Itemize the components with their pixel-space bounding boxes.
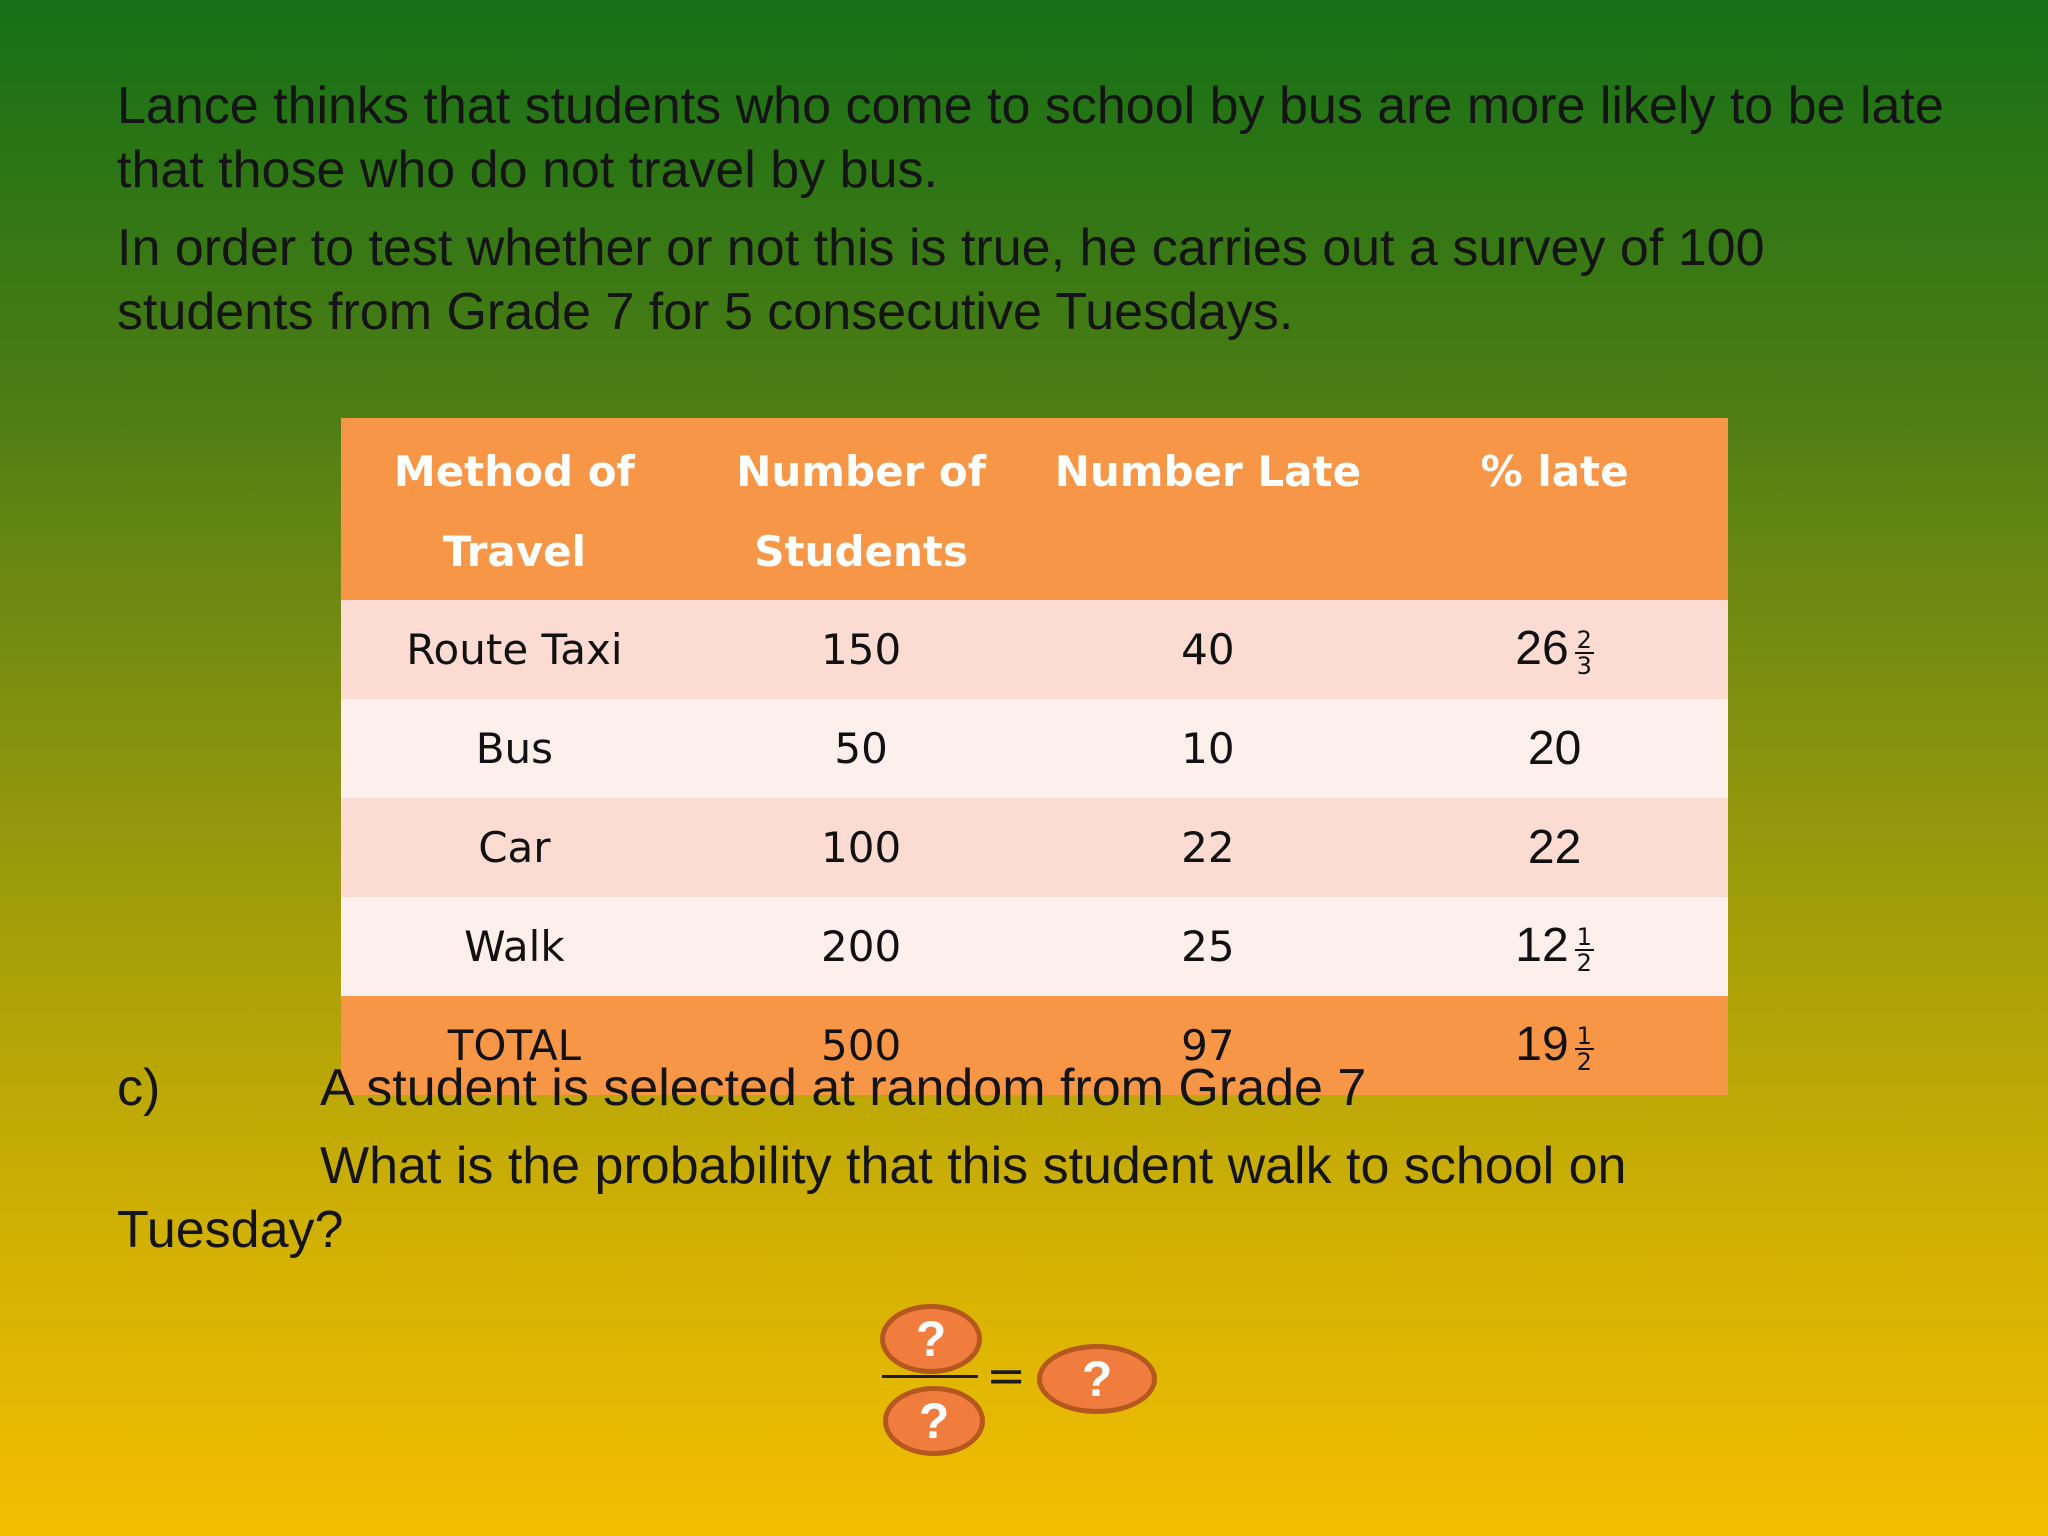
table-header-row xyxy=(341,418,1728,600)
intro-paragraph-2: In order to test whether or not this is true, he carries out a survey of 100 students from Grade 7 for 5 consecutive Tuesdays. xyxy=(117,219,1765,341)
pct-whole: 12 xyxy=(1515,919,1569,973)
question-line-2: What is the probability that this student walk to school on Tuesday? xyxy=(117,1137,1627,1259)
cell-pct xyxy=(1381,996,1728,1095)
pct-whole: 22 xyxy=(1527,821,1582,874)
cell-pct xyxy=(1381,600,1728,699)
pct-fraction-numerator: 2 xyxy=(1576,625,1592,654)
cell-students: 50 xyxy=(688,699,1035,798)
header-pct: % late xyxy=(1381,418,1728,600)
table-row xyxy=(341,699,1728,798)
pct-fraction-denominator: 3 xyxy=(1576,651,1592,680)
cell-late: 25 xyxy=(1035,897,1382,996)
cell-late: 10 xyxy=(1035,699,1382,798)
header-method: Method of Travel xyxy=(341,418,688,600)
cell-late: 40 xyxy=(1035,600,1382,699)
pct-fraction-numerator: 1 xyxy=(1576,922,1592,951)
answer-result-bubble[interactable]: ? xyxy=(1037,1344,1157,1414)
pct-whole: 19 xyxy=(1515,1018,1569,1072)
cell-students: 100 xyxy=(688,798,1035,897)
pct-whole: 20 xyxy=(1527,722,1582,775)
table-row xyxy=(341,798,1728,897)
pct-fraction-denominator: 2 xyxy=(1576,1047,1592,1076)
fraction-bar xyxy=(882,1375,978,1378)
answer-denominator-bubble[interactable]: ? xyxy=(883,1386,985,1456)
header-students: Number of Students xyxy=(688,418,1035,600)
pct-whole: 26 xyxy=(1515,622,1569,676)
header-late: Number Late xyxy=(1035,418,1382,600)
intro-paragraph-1: Lance thinks that students who come to school by bus are more likely to be late that those who do not travel by bus. xyxy=(117,77,1944,199)
cell-method: Bus xyxy=(341,699,688,798)
cell-pct xyxy=(1381,897,1728,996)
answer-numerator-bubble[interactable]: ? xyxy=(880,1304,982,1374)
cell-late: 97 xyxy=(1035,996,1382,1095)
cell-students: 150 xyxy=(688,600,1035,699)
pct-fraction xyxy=(1575,1021,1594,1076)
question-line-1: A student is selected at random from Grade 7 xyxy=(320,1059,1367,1117)
pct-fraction xyxy=(1575,625,1594,680)
cell-pct xyxy=(1381,699,1728,798)
pct-fraction-denominator: 2 xyxy=(1576,948,1592,977)
question-label: c) xyxy=(117,1059,161,1117)
cell-students: 500 xyxy=(688,996,1035,1095)
table-row xyxy=(341,600,1728,699)
cell-method: Route Taxi xyxy=(341,600,688,699)
equals-sign: = xyxy=(986,1348,1027,1404)
cell-method: Car xyxy=(341,798,688,897)
cell-students: 200 xyxy=(688,897,1035,996)
cell-pct xyxy=(1381,798,1728,897)
pct-fraction xyxy=(1575,922,1594,977)
cell-late: 22 xyxy=(1035,798,1382,897)
pct-fraction-numerator: 1 xyxy=(1576,1021,1592,1050)
table-row xyxy=(341,897,1728,996)
cell-method: Walk xyxy=(341,897,688,996)
cell-method: TOTAL xyxy=(341,996,688,1095)
travel-table xyxy=(341,418,1728,1076)
